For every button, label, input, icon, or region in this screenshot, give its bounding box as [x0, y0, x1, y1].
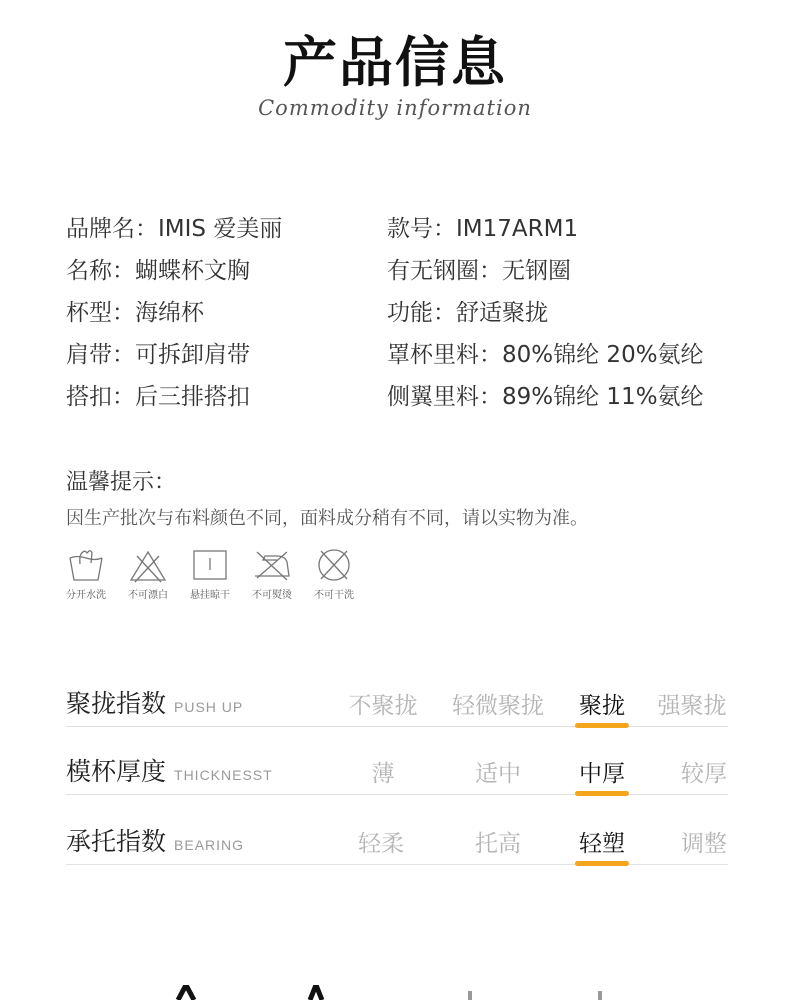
spec-value: IMIS 爱美丽	[158, 216, 283, 242]
care-label: 不可干洗	[314, 590, 354, 601]
spec-function	[387, 294, 767, 336]
rating-option: 托高	[475, 831, 521, 857]
rating-label	[66, 684, 243, 720]
rating-option: 强聚拢	[657, 693, 727, 719]
care-item	[126, 546, 170, 601]
spec-value: IM17ARM1	[456, 216, 579, 242]
no-iron-icon	[251, 546, 293, 584]
rating-option-selected: 中厚	[579, 755, 625, 788]
spec-model	[387, 210, 767, 252]
rating-label	[66, 822, 244, 858]
spec-value: 无钢圈	[502, 258, 571, 284]
spec-cup-lining	[387, 336, 767, 378]
rating-option: 轻柔	[358, 831, 404, 857]
rating-option-selected: 轻塑	[579, 825, 625, 858]
spec-value: 80%锦纶 20%氨纶	[502, 342, 704, 368]
care-label: 悬挂晾干	[190, 590, 230, 601]
spec-value: 89%锦纶 11%氨纶	[502, 384, 704, 410]
spec-cup-type	[66, 294, 387, 336]
spec-label: 罩杯里料：	[387, 342, 502, 368]
care-item	[312, 546, 356, 601]
spec-clasp	[66, 378, 387, 420]
rating-title: 聚拢指数	[66, 689, 167, 718]
spec-underwire	[387, 252, 767, 294]
no-dry-clean-icon	[313, 546, 355, 584]
tips-text: 因生产批次与布料颜色不同，面料成分稍有不同，请以实物为准。	[66, 508, 588, 529]
rating-option: 适中	[475, 761, 521, 787]
spec-value: 后三排搭扣	[135, 384, 250, 410]
spec-name	[66, 252, 387, 294]
care-item	[250, 546, 294, 601]
care-instructions	[64, 546, 356, 601]
spec-label: 品牌名：	[66, 216, 158, 242]
rating-en: THICKNESST	[174, 767, 273, 783]
spec-brand	[66, 210, 387, 252]
rating-label	[66, 752, 273, 788]
spec-label: 款号：	[387, 216, 456, 242]
rating-option-selected: 聚拢	[579, 687, 625, 720]
rating-en: PUSH UP	[174, 699, 244, 715]
rating-option: 调整	[681, 831, 727, 857]
spec-table	[66, 210, 766, 420]
rating-en: BEARING	[174, 837, 245, 853]
rating-title: 模杯厚度	[66, 757, 167, 786]
next-section-peek	[0, 985, 790, 1000]
spec-strap	[66, 336, 387, 378]
spec-label: 功能：	[387, 300, 456, 326]
spec-label: 侧翼里料：	[387, 384, 502, 410]
tips-title: 温馨提示：	[66, 470, 177, 495]
spec-label: 搭扣：	[66, 384, 135, 410]
care-label: 分开水洗	[66, 590, 106, 601]
spec-wing-lining	[387, 378, 767, 420]
hang-dry-icon	[189, 546, 231, 584]
rating-bearing	[66, 808, 728, 865]
rating-option: 轻微聚拢	[452, 693, 544, 719]
spec-value: 舒适聚拢	[456, 300, 548, 326]
rating-title: 承托指数	[66, 827, 167, 856]
page-title: 产品信息	[283, 31, 507, 94]
spec-value: 可拆卸肩带	[135, 342, 250, 368]
rating-thickness	[66, 738, 728, 795]
care-item	[188, 546, 232, 601]
spec-label: 肩带：	[66, 342, 135, 368]
spec-value: 蝴蝶杯文胸	[135, 258, 250, 284]
spec-label: 杯型：	[66, 300, 135, 326]
spec-value: 海绵杯	[135, 300, 204, 326]
care-label: 不可漂白	[128, 590, 168, 601]
care-label: 不可熨烫	[252, 590, 292, 601]
rating-option: 薄	[371, 761, 395, 787]
rating-push-up	[66, 670, 728, 727]
rating-option: 较厚	[681, 761, 727, 787]
page-subtitle: Commodity information	[258, 96, 532, 120]
spec-label: 名称：	[66, 258, 135, 284]
rating-option: 不聚拢	[348, 693, 418, 719]
care-item	[64, 546, 108, 601]
no-bleach-icon	[127, 546, 169, 584]
hand-wash-icon	[65, 546, 107, 584]
spec-label: 有无钢圈：	[387, 258, 502, 284]
